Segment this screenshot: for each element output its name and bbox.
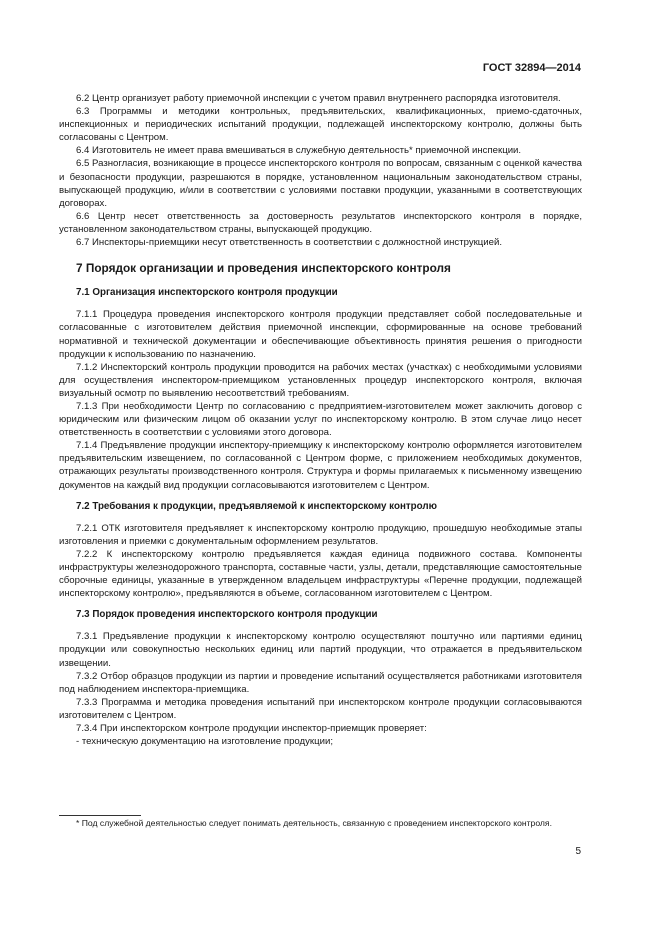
paragraph-7-1-3: 7.1.3 При необходимости Центр по согласованию с предприятием-изготовителем может заключить договор с юридическим или физическим лицом об оказании услуг по инспекторскому контролю. В этом случае лицо несет ответственность в соответствии с условиями этого договора. [59, 400, 582, 439]
section-7-2-heading: 7.2 Требования к продукции, предъявляемой к инспекторскому контролю [76, 500, 437, 512]
paragraph-6-4: 6.4 Изготовитель не имеет права вмешиваться в служебную деятельность* приемочной инспекции. [76, 145, 522, 157]
paragraph-7-1-4: 7.1.4 Предъявление продукции инспектору-приемщику к инспекторскому контролю оформляется изготовителем предъявительским извещением, по согласованной с Центром форме, с приложением необходимых документов, отражающих результаты производственного контроля. Структура и формы прилагаемых к письменному извещению документов на каждый вид продукции согласовываются изготовителем с Центром. [59, 440, 582, 491]
paragraph-7-2-2: 7.2.2 К инспекторскому контролю предъявляется каждая единица подвижного состава. Компоненты инфраструктуры железнодорожного транспорта, составные части, узлы, детали, представляющие самостоятельные сборочные единицы, указанные в утвержденном владельцем инфраструктуры «Перечне продукции, подлежащей инспекторскому контролю», предъявляются в объеме, согласованном изготовителем с Центром. [59, 548, 582, 600]
paragraph-7-3-1: 7.3.1 Предъявление продукции к инспекторскому контролю осуществляют поштучно или партиями единиц продукции или совокупностью нескольких единиц или партий продукции, что отражается в предъявительском извещении. [59, 631, 582, 669]
paragraph-6-6: 6.6 Центр несет ответственность за достоверность результатов инспекторского контроля в порядке, установленном законодательством страны, выпускающей продукцию. [59, 210, 582, 235]
footnote-divider [59, 815, 141, 816]
paragraph-6-2: 6.2 Центр организует работу приемочной инспекции с учетом правил внутреннего распорядка изготовителя. [76, 93, 561, 104]
paragraph-7-2-1: 7.2.1 ОТК изготовителя предъявляет к инспекторскому контролю продукцию, прошедшую необходимые этапы изготовления и приемки с документальным оформлением результатов. [59, 522, 582, 547]
list-item: - техническую документацию на изготовление продукции; [76, 736, 333, 748]
paragraph-7-3-4: 7.3.4 При инспекторском контроле продукции инспектор-приемщик проверяет: [76, 723, 427, 735]
document-body [59, 92, 582, 748]
section-7-1-heading: 7.1 Организация инспекторского контроля продукции [76, 287, 338, 299]
paragraph-7-1-1: 7.1.1 Процедура проведения инспекторского контроля продукции представляет собой последовательные и согласованные с изготовителем действия приемочной инспекции, сформированные на основе требований нормативной и технической документации и обеспечивающие объективность принятия решения о пригодности продукции к использованию по назначению. [59, 309, 582, 360]
page-number: 5 [575, 846, 581, 857]
section-7-heading: 7 Порядок организации и проведения инспекторского контроля [76, 261, 451, 276]
paragraph-7-3-2: 7.3.2 Отбор образцов продукции из партии и проведение испытаний осуществляется работниками изготовителя под наблюдением инспектора-приемщика. [59, 670, 582, 695]
paragraph-7-1-2: 7.1.2 Инспекторский контроль продукции проводится на рабочих местах (участках) с необходимыми условиями для осуществления инспектором-приемщиком установленных процедур инспекторского контроля, включая визуальный осмотр по выявлению несоответствий требованиям. [59, 361, 582, 399]
paragraph-6-7: 6.7 Инспекторы-приемщики несут ответственность в соответствии с должностной инструкцией. [76, 237, 503, 249]
paragraph-6-3: 6.3 Программы и методики контрольных, предъявительских, квалификационных, приемо-сдаточных, инспекционных и периодических испытаний продукции, подлежащей инспекторскому контролю, должны быть согласованы с Центром. [59, 106, 582, 144]
section-7-3-heading: 7.3 Порядок проведения инспекторского контроля продукции [76, 609, 378, 621]
document-header: ГОСТ 32894—2014 [482, 62, 581, 74]
paragraph-7-3-3: 7.3.3 Программа и методика проведения испытаний при инспекторском контроле продукции согласовываются изготовителем с Центром. [59, 696, 582, 721]
paragraph-6-5: 6.5 Разногласия, возникающие в процессе инспекторского контроля по вопросам, связанным с оценкой качества и безопасности продукции, разрешаются в порядке, установленном национальным законодательством страны, выпускающей продукцию, и/или в соответствии с условиями поставки продукции, указанными в соответствующих договорах. [59, 158, 582, 209]
footnote: * Под служебной деятельностью следует понимать деятельность, связанную с проведением инспекторского контроля. [76, 818, 552, 828]
